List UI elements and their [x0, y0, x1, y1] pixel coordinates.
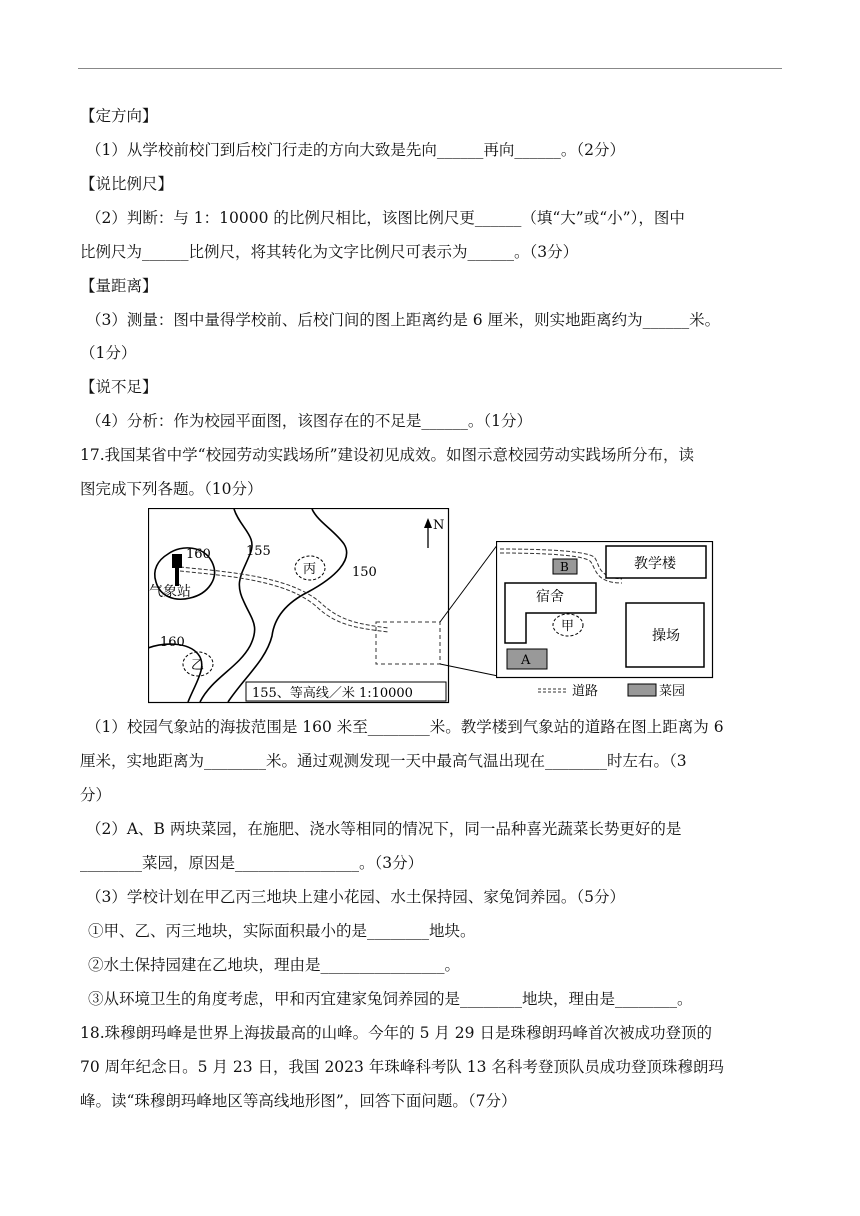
question-text: （1分） [80, 344, 137, 362]
teaching-building-label: 教学楼 [634, 556, 676, 572]
plot-bing-label: 丙 [303, 562, 317, 577]
garden-a-label: A [521, 653, 531, 668]
school-inset-map [496, 541, 716, 703]
contour-map [148, 508, 450, 704]
question-text: ________菜园，原因是________________。（3分） [80, 854, 424, 872]
question-18-stem: 18.珠穆朗玛峰是世界上海拔最高的山峰。今年的 5 月 29 日是珠穆朗玛峰首次被成功登顶的 [80, 1024, 712, 1042]
contour-label: 150 [352, 565, 377, 580]
sub-question: ③从环境卫生的角度考虑，甲和丙宜建家兔饲养园的是________地块，理由是________。 [88, 990, 693, 1008]
question-text: （1）校园气象站的海拔范围是 160 米至________米。教学楼到气象站的道路在图上距离为 6 [86, 718, 724, 736]
section-heading-direction: 【定方向】 [80, 107, 158, 125]
section-heading-distance: 【量距离】 [80, 277, 158, 295]
header-rule [78, 68, 782, 69]
section-heading-scale: 【说比例尺】 [80, 175, 174, 193]
question-text: 比例尺为______比例尺，将其转化为文字比例尺可表示为______。（3分） [80, 243, 579, 261]
zoom-connector [436, 540, 500, 680]
question-text: （4）分析：作为校园平面图，该图存在的不足是______。（1分） [86, 412, 532, 430]
question-18-stem: 70 周年纪念日。5 月 23 日，我国 2023 年珠峰科考队 13 名科考登顶队员成功登顶珠穆朗玛 [80, 1058, 724, 1076]
sub-question: ②水土保持园建在乙地块，理由是________________。 [88, 956, 461, 974]
legend-garden-label: 菜园 [659, 684, 686, 699]
legend-road-label: 道路 [572, 684, 599, 699]
contour-label: 155 [246, 544, 271, 559]
contour-label: 160 [186, 547, 211, 562]
question-text: （2）判断：与 1：10000 的比例尺相比，该图比例尺更______（填“大”或“小”），图中 [86, 209, 685, 227]
question-text: （3）测量：图中量得学校前、后校门间的图上距离约是 6 厘米，则实地距离约为______米。 [86, 311, 721, 329]
question-17-stem: 图完成下列各题。（10分） [80, 480, 263, 498]
garden-b-label: B [560, 560, 569, 574]
sub-question: ①甲、乙、丙三地块，实际面积最小的是________地块。 [88, 922, 476, 940]
question-text: 分） [80, 786, 112, 804]
question-18-stem: 峰。读“珠穆朗玛峰地区等高线地形图”，回答下面问题。（7分） [80, 1092, 517, 1110]
playground-label: 操场 [652, 628, 680, 644]
question-text: （1）从学校前校门到后校门行走的方向大致是先向______再向______。（2分） [86, 141, 625, 159]
map-legend: 155、等高线／米 1:10000 [252, 686, 413, 701]
question-text: （3）学校计划在甲乙丙三地块上建小花园、水土保持园、家兔饲养园。（5分） [86, 888, 625, 906]
question-text: （2）A、B 两块菜园，在施肥、浇水等相同的情况下，同一品种喜光蔬菜长势更好的是 [86, 820, 682, 838]
weather-station-label: 气象站 [149, 584, 191, 600]
question-text: 厘米，实地距离为________米。通过观测发现一天中最高气温出现在________时左右。（3 [80, 752, 687, 770]
legend-garden-swatch [628, 684, 656, 696]
question-17-stem: 17.我国某省中学“校园劳动实践场所”建设初见成效。如图示意校园劳动实践场所分布，读 [80, 446, 695, 464]
dorm-label: 宿舍 [536, 589, 564, 605]
north-label: N [433, 518, 445, 533]
contour-label: 160 [160, 635, 185, 650]
section-heading-shortcoming: 【说不足】 [80, 378, 158, 396]
plot-yi-label: 乙 [191, 658, 205, 673]
plot-jia-label: 甲 [561, 619, 575, 634]
